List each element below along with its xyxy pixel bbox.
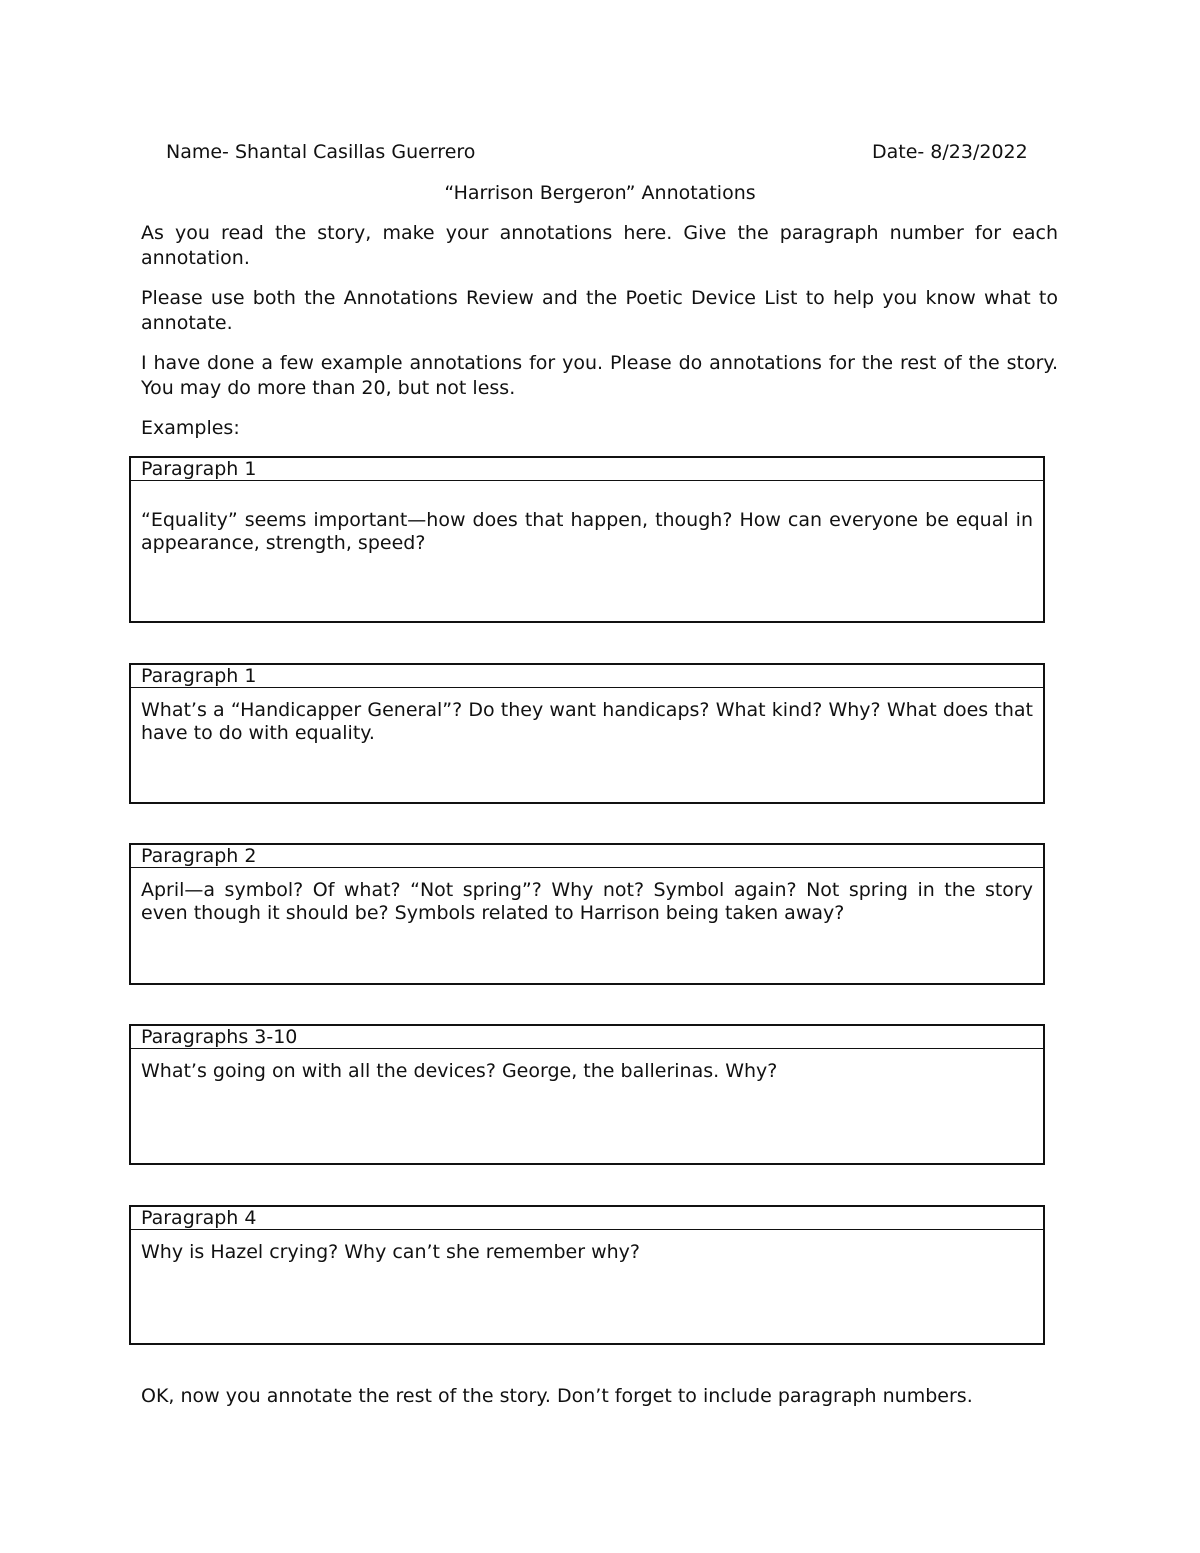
annotation-text: Why is Hazel crying? Why can’t she remember why?	[141, 1241, 640, 1263]
instruction-paragraph-1: As you read the story, make your annotations here. Give the paragraph number for each annotation.	[141, 222, 1058, 269]
annotation-box	[129, 1024, 1045, 1165]
annotation-box	[129, 456, 1045, 623]
annotation-text: What’s a “Handicapper General”? Do they want handicaps? What kind? Why? What does that have to do with equality.	[141, 699, 1033, 744]
annotation-box	[129, 843, 1045, 985]
assignment-date: Date- 8/23/2022	[872, 141, 1028, 163]
annotation-box	[129, 1205, 1045, 1345]
annotation-text: April—a symbol? Of what? “Not spring”? Why not? Symbol again? Not spring in the story even though it should be? Symbols related to Harrison being taken away?	[141, 879, 1033, 924]
annotation-box	[129, 663, 1045, 804]
annotation-paragraph-label: Paragraphs 3-10	[131, 1026, 1043, 1049]
instruction-paragraph-3: I have done a few example annotations for you. Please do annotations for the rest of the story. You may do more than 20, but not less.	[141, 352, 1058, 399]
examples-label: Examples:	[141, 417, 240, 439]
annotation-paragraph-label: Paragraph 2	[131, 845, 1043, 868]
instruction-paragraph-2: Please use both the Annotations Review and the Poetic Device List to help you know what to annotate.	[141, 287, 1058, 334]
document-title: “Harrison Bergeron” Annotations	[444, 182, 756, 204]
annotation-text: “Equality” seems important—how does that happen, though? How can everyone be equal in appearance, strength, speed?	[141, 509, 1033, 554]
closing-instruction: OK, now you annotate the rest of the story. Don’t forget to include paragraph numbers.	[141, 1385, 973, 1407]
annotation-text: What’s going on with all the devices? George, the ballerinas. Why?	[141, 1060, 778, 1082]
annotation-paragraph-label: Paragraph 1	[131, 458, 1043, 481]
annotation-paragraph-label: Paragraph 1	[131, 665, 1043, 688]
annotation-paragraph-label: Paragraph 4	[131, 1207, 1043, 1230]
student-name: Name- Shantal Casillas Guerrero	[166, 141, 476, 163]
